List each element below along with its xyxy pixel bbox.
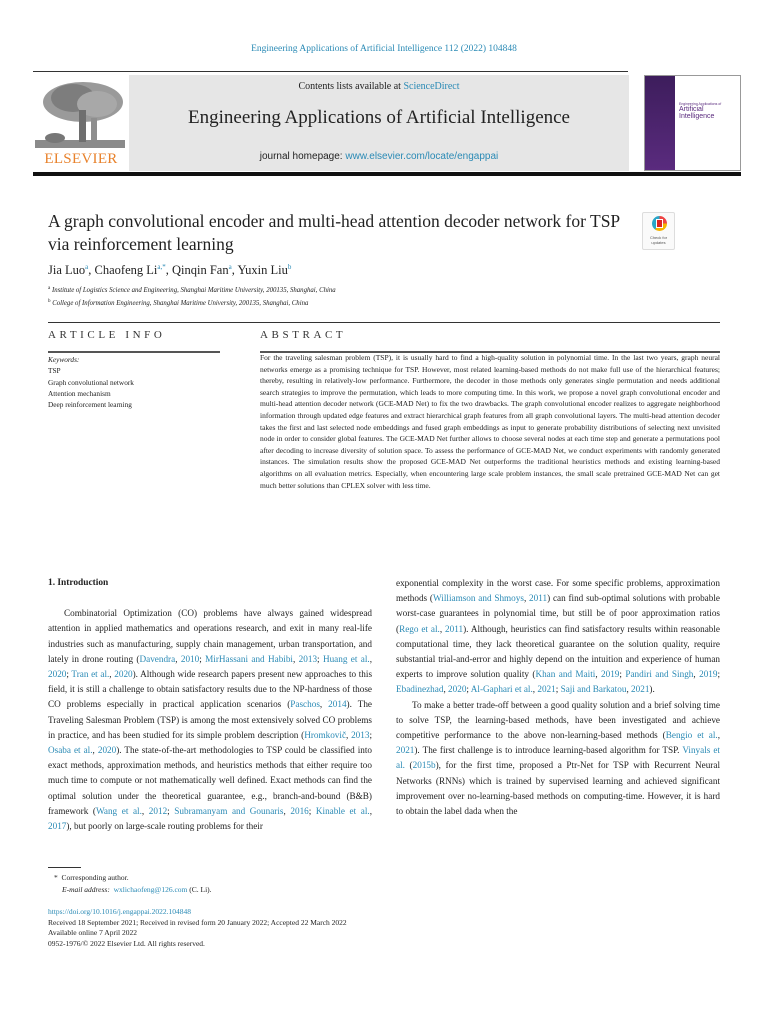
- body-text: ,: [369, 805, 372, 816]
- body-column-right: [396, 576, 720, 819]
- intro-paragraph-2: [396, 698, 720, 820]
- citation-link[interactable]: 2016: [290, 805, 309, 816]
- masthead-bottom-rule: [33, 172, 741, 176]
- body-text: ;: [317, 653, 323, 664]
- body-text: ). The Traveling Salesman Problem (TSP) is among the most extensively solved CO problems in practice, and has been studied for its simple problem description (: [48, 699, 372, 740]
- body-text: ;: [167, 805, 175, 816]
- corresponding-author-footnote: [54, 872, 212, 896]
- elsevier-tree-icon: [35, 80, 125, 150]
- journal-masthead: [33, 75, 741, 171]
- body-text: ,: [175, 653, 181, 664]
- contents-line: [129, 81, 629, 92]
- body-text: ) can find sub-optimal solutions with probable worst-case guarantees in polynomial time, but still be of poor approximation ratios (: [396, 593, 720, 634]
- author-name[interactable]: Jia Luo: [48, 263, 86, 277]
- keyword-item: Deep reinforcement learning: [48, 400, 132, 410]
- copyright: 0952-1976/© 2022 Elsevier Ltd. All rights reserved.: [48, 939, 205, 949]
- body-text: exponential complexity in the worst case. For some specific problems, approximation methods (: [396, 578, 720, 604]
- intro-paragraph-1: [48, 606, 372, 834]
- masthead-top-rule: [33, 71, 628, 72]
- body-text: ,: [626, 684, 632, 695]
- crossmark-icon: [652, 216, 667, 231]
- body-text: ,: [283, 805, 291, 816]
- citation-link[interactable]: 2014: [328, 699, 347, 710]
- email-suffix: (C. Li).: [187, 885, 212, 895]
- body-text: ;: [619, 669, 626, 680]
- affiliation-item: [48, 283, 336, 296]
- citation-link[interactable]: Kinable et al.: [315, 805, 370, 816]
- affiliation-text: Institute of Logistics Science and Engineering, Shanghai Maritime University, 200135, Shanghai, China: [51, 287, 336, 294]
- body-text: ;: [308, 805, 316, 816]
- email-link[interactable]: wxlichaofeng@126.com: [113, 885, 188, 895]
- email-label: E-mail address:: [62, 885, 110, 895]
- body-text: ). The first challenge is to introduce learning-based algorithm for TSP.: [414, 745, 683, 756]
- publication-info: [48, 907, 347, 950]
- author-name[interactable]: Chaofeng Li: [94, 263, 158, 277]
- citation-link[interactable]: Osaba et al.: [48, 745, 93, 756]
- body-text: ).: [649, 684, 655, 695]
- footnote-text: Corresponding author.: [61, 873, 129, 882]
- elsevier-wordmark: ELSEVIER: [44, 151, 118, 167]
- citation-link[interactable]: 2011: [445, 623, 464, 634]
- body-text: ,: [523, 593, 530, 604]
- body-text: ;: [717, 669, 721, 680]
- citation-link[interactable]: Wang et al.: [95, 805, 142, 816]
- body-text: ,: [369, 653, 372, 664]
- citation-link[interactable]: 2020: [48, 669, 67, 680]
- affiliation-text: College of Information Engineering, Shanghai Maritime University, 200135, Shanghai, China: [52, 300, 309, 307]
- keywords-block: [48, 354, 134, 410]
- author-affiliation-marker[interactable]: b: [287, 263, 292, 271]
- citation-link[interactable]: Tran et al.: [71, 669, 110, 680]
- homepage-prefix: journal homepage:: [259, 151, 346, 162]
- citation-link[interactable]: Rego et al.: [399, 623, 440, 634]
- author-affiliation-marker[interactable]: a: [228, 263, 232, 271]
- journal-cover-thumbnail[interactable]: [644, 75, 741, 171]
- journal-title: Engineering Applications of Artificial Intelligence: [188, 107, 570, 128]
- citation-link[interactable]: MirHassani and Habibi: [205, 653, 293, 664]
- footnote-line: [54, 872, 212, 884]
- citation-link[interactable]: Khan and Maiti: [535, 669, 596, 680]
- citation-link[interactable]: 2021: [537, 684, 556, 695]
- citation-link[interactable]: 2020: [97, 745, 117, 756]
- article-info-heading: ARTICLE INFO: [48, 329, 166, 341]
- citation-link[interactable]: Williamson and Shmoys: [432, 593, 524, 604]
- body-text: ,: [595, 669, 602, 680]
- body-text: ,: [109, 669, 115, 680]
- citation-link[interactable]: Paschos: [290, 699, 320, 710]
- body-column-left: [48, 576, 372, 834]
- affiliation-marker: a: [48, 286, 51, 291]
- available-online: Available online 7 April 2022: [48, 928, 138, 938]
- citation-link[interactable]: 2021: [631, 684, 650, 695]
- contents-prefix: Contents lists available at: [298, 81, 404, 92]
- citation-link[interactable]: 2020: [114, 669, 133, 680]
- author-name[interactable]: Yuxin Liu: [237, 263, 288, 277]
- homepage-line: [129, 151, 629, 162]
- author-affiliation-marker[interactable]: a: [85, 263, 89, 271]
- body-text: Combinatorial Optimization (CO) problems have always gained widespread attention in applied mathematics and operations research, and exit in many real-life industries such as manufacturing, supply chain management, urban transportation, and lately in drone routing (: [48, 608, 372, 664]
- body-text: ). Although, heuristics can find satisfactory results within reasonable computational time, they lack theoretical guarantee on the solution quality, require substantial trial-and-error and highly depend on the intuition and experience of human experts to improve solution quality (: [396, 623, 721, 680]
- citation-link[interactable]: 2019: [699, 669, 718, 680]
- citation-link[interactable]: Bengio et al.: [665, 730, 718, 741]
- keyword-item: TSP: [48, 366, 61, 376]
- doi-link[interactable]: https://doi.org/10.1016/j.engappai.2022.104848: [48, 907, 191, 916]
- body-text: ;: [199, 653, 206, 664]
- body-text: ,: [693, 669, 700, 680]
- abstract-text: For the traveling salesman problem (TSP), it is usually hard to find a high-quality solution in polynomial time. In the last two years, graph neural networks emerge as a promising technique for TSP. However, most related learning-based methods do not make full use of the hierarchical features; thereby, resulting in relatively-low performance. Furthermore, the decoder in those methods only generates single permutation and needs additional search strategies to improve the permutation, which leads to more computing time. In this work, we propose a novel graph convolutional encoder and multi-head attention decoder network (GCE-MAD Net) to fix the two drawbacks. The graph convolutional encoder realizes to aggregate neighborhood information through updated edge features and extract hierarchical graph features from all graph convolutional layers. The multi-head attention decoder takes the first and last selected node embeddings and fused graph embeddings as input to generate probability distributions of selecting next unvisited node in order to consider global features. The GCE-MAD Net further allows to choose several nodes at each time step and generate a permutations pool after decoding to increase diversity of solution space. To assess the performance of GCE-MAD Net, we conduct experiments with randomly generated instances. The simulation results show the proposed GCE-MAD Net outperforms the traditional heuristics methods and existing learning-based algorithms on all evaluation metrics. Especially, when encountering large scale problem instances, the small scale pretrained GCE-MAD Net can get much better solutions than CPLEX solver with less time.: [260, 353, 720, 490]
- cover-line2: Intelligence: [679, 113, 715, 120]
- masthead-banner: [129, 75, 629, 171]
- header-separator: [48, 322, 720, 323]
- journal-homepage-link[interactable]: www.elsevier.com/locate/engappai: [345, 151, 499, 162]
- article-title: A graph convolutional encoder and multi-head attention decoder network for TSP via reinforcement learning: [48, 211, 620, 254]
- footnote-marker: *: [54, 873, 58, 882]
- citation-link[interactable]: 2017: [48, 821, 67, 832]
- citation-link[interactable]: Pandiri and Singh: [625, 669, 694, 680]
- body-text: ;: [466, 684, 471, 695]
- citation-link[interactable]: Al-Gaphari et al.: [470, 684, 533, 695]
- citation-link[interactable]: Ebadinezhad: [396, 684, 444, 695]
- body-text: ). Although wide research papers present new approaches to this field, it is still a challenge to obtain satisfactory results due to the NP-hardness of those CO problems especially in practical application scenarios (: [48, 669, 373, 710]
- body-text: ). The state-of-the-art methodologies to TSP could be classified into exact methods, approximation methods, and heuristics methods that either require too much time to compute or not mathematically well defined. Exact methods can find the optimal solution under the theoretical guarantee, e.g., branch-and-bound (B&B) framework (: [48, 745, 372, 816]
- elsevier-logo[interactable]: [33, 78, 129, 168]
- body-text: ;: [369, 729, 372, 740]
- body-text: ), for the first time, proposed a Ptr-Net for TSP with Recurrent Neural Networks (RNNs) which is trained by supervised learning and achieved significant improvement over no-learning-based methods on computing-time. However, it is hard to obtain the label dada when the: [396, 760, 720, 817]
- citation-link[interactable]: Hromkovič: [304, 729, 347, 740]
- cover-line1: Artificial: [679, 106, 704, 113]
- affiliation-item: [48, 296, 336, 309]
- body-text: ), but poorly on large-scale routing problems for their: [66, 821, 263, 832]
- email-line: [54, 884, 212, 896]
- crossmark-label: [643, 235, 674, 245]
- citation-link[interactable]: Vinyals et al.: [396, 745, 720, 771]
- author-affiliation-marker[interactable]: a,*: [157, 263, 166, 271]
- crossmark-line1: Check for: [649, 235, 668, 240]
- body-text: ,: [92, 745, 98, 756]
- citation-link[interactable]: 2015b: [412, 760, 436, 771]
- body-text: (: [404, 760, 413, 771]
- check-for-updates-button[interactable]: [642, 212, 675, 250]
- affiliation-marker: b: [48, 299, 51, 304]
- body-text: ,: [717, 730, 720, 741]
- body-text: To make a better trade-off between a good quality solution and a brief solving time to solve TSP, the learning-based methods, have been investigated and achieve competitive performance to the above non-learning-based methods (: [396, 699, 720, 741]
- author-name[interactable]: Qinqin Fan: [171, 263, 229, 277]
- citation-link[interactable]: 2020: [448, 684, 467, 695]
- keyword-item: Attention mechanism: [48, 388, 111, 398]
- running-head[interactable]: Engineering Applications of Artificial Intelligence 112 (2022) 104848: [251, 44, 517, 54]
- author-list: Jia Luo$^a$, Chaofeng $Li^{a,*}$, Qinqin Fan$^a$, Yuxin Liu$^b$: [48, 263, 292, 277]
- cover-subtitle: Engineering Applications of: [679, 102, 722, 106]
- sciencedirect-link[interactable]: ScienceDirect: [403, 81, 460, 92]
- affiliations: [48, 283, 336, 309]
- section-heading-introduction: 1. Introduction: [48, 578, 109, 588]
- body-text: ,: [293, 653, 299, 664]
- citation-link[interactable]: 2013: [298, 653, 318, 664]
- citation-link[interactable]: 2011: [529, 593, 548, 604]
- abstract-heading: ABSTRACT: [260, 329, 347, 341]
- citation-link[interactable]: 2010: [180, 653, 200, 664]
- body-text: ,: [319, 699, 329, 710]
- body-text: ,: [439, 623, 446, 634]
- article-info-rule: [48, 351, 220, 353]
- cover-spine: [645, 76, 675, 170]
- citation-link[interactable]: Davendra: [139, 653, 176, 664]
- citation-link[interactable]: 2021: [396, 745, 415, 756]
- received-dates: Received 18 September 2021; Received in revised form 20 January 2022; Accepted 22 March 2022: [48, 917, 347, 927]
- cover-title: [679, 106, 714, 120]
- body-text: ,: [346, 729, 352, 740]
- intro-paragraph-1-continued: [396, 576, 720, 698]
- citation-link[interactable]: Saji and Barkatou: [560, 684, 627, 695]
- bookmark-icon: [657, 220, 662, 227]
- crossmark-line2: updates: [651, 240, 666, 245]
- keywords-heading: Keywords:: [48, 355, 80, 364]
- body-text: ,: [141, 805, 149, 816]
- body-text: ,: [532, 684, 538, 695]
- body-text: ,: [443, 684, 449, 695]
- citation-link[interactable]: Huang et al.: [322, 653, 370, 664]
- citation-link[interactable]: 2019: [601, 669, 620, 680]
- citation-link[interactable]: 2013: [351, 729, 370, 740]
- body-text: ;: [66, 669, 72, 680]
- footnote-rule: [48, 867, 81, 868]
- citation-link[interactable]: 2012: [148, 805, 168, 816]
- body-text: ;: [555, 684, 561, 695]
- citation-link[interactable]: Subramanyam and Gounaris: [174, 805, 284, 816]
- keyword-item: Graph convolutional network: [48, 377, 134, 387]
